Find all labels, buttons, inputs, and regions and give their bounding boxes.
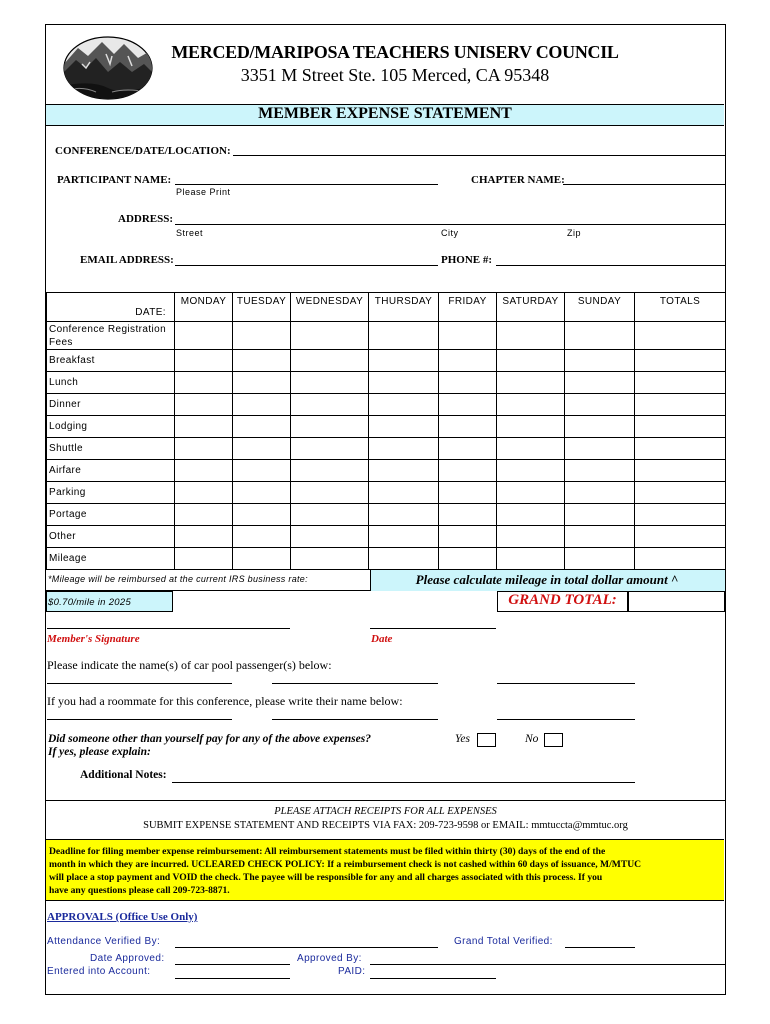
cell[interactable] <box>369 416 439 438</box>
carpool-input-2[interactable] <box>272 683 438 684</box>
col-friday: FRIDAY <box>439 293 497 322</box>
row-label-breakfast: Breakfast <box>47 350 175 372</box>
cell[interactable] <box>291 394 369 416</box>
cell[interactable] <box>635 504 726 526</box>
grand-total-input[interactable] <box>628 591 725 612</box>
cell[interactable] <box>233 322 291 350</box>
cell[interactable] <box>497 504 565 526</box>
row-label-lunch: Lunch <box>47 372 175 394</box>
expense-table <box>46 292 726 570</box>
no-label: No <box>525 733 539 745</box>
cell[interactable] <box>175 416 233 438</box>
row-label-dinner: Dinner <box>47 394 175 416</box>
row-label-other: Other <box>47 526 175 548</box>
deadline-line-2: month in which they are incurred. UCLEARED CHECK POLICY: If a reimbursement check is not cashed within 60 days of issuance, M/MTUC <box>49 859 642 870</box>
attach-receipts: PLEASE ATTACH RECEIPTS FOR ALL EXPENSES <box>274 806 497 817</box>
cell[interactable] <box>565 416 635 438</box>
entered-label: Entered into Account: <box>47 966 151 977</box>
paid-label: PAID: <box>338 966 366 977</box>
cell[interactable] <box>369 460 439 482</box>
cell[interactable] <box>291 372 369 394</box>
cell[interactable] <box>369 350 439 372</box>
mileage-calc-text: Please calculate mileage in total dollar amount ^ <box>415 572 679 587</box>
cell[interactable] <box>233 548 291 570</box>
date-approved-label: Date Approved: <box>90 953 165 964</box>
cell[interactable] <box>565 504 635 526</box>
table-row <box>47 372 726 394</box>
cell[interactable] <box>369 526 439 548</box>
col-wednesday: WEDNESDAY <box>291 293 369 322</box>
roommate-label: If you had a roommate for this conference, please write their name below: <box>47 694 403 708</box>
grand-total-verified-input[interactable] <box>565 947 635 948</box>
chapter-input[interactable] <box>563 184 725 185</box>
cell[interactable] <box>291 548 369 570</box>
cell[interactable] <box>175 350 233 372</box>
cell[interactable] <box>497 548 565 570</box>
cell[interactable] <box>439 460 497 482</box>
phone-label: PHONE #: <box>441 254 493 266</box>
col-totals: TOTALS <box>635 293 726 322</box>
cell[interactable] <box>291 438 369 460</box>
cell[interactable] <box>635 482 726 504</box>
table-row <box>47 526 726 548</box>
cell[interactable] <box>565 322 635 350</box>
deadline-notice <box>46 839 724 901</box>
cell[interactable] <box>497 322 565 350</box>
cell[interactable] <box>565 526 635 548</box>
cell[interactable] <box>439 548 497 570</box>
col-monday: MONDAY <box>175 293 233 322</box>
city-hint: City <box>441 228 459 238</box>
cell[interactable] <box>565 482 635 504</box>
cell[interactable] <box>439 372 497 394</box>
approved-by-input[interactable] <box>370 964 725 965</box>
conference-label: CONFERENCE/DATE/LOCATION: <box>55 145 231 157</box>
deadline-line-4: have any questions please call 209-723-8871. <box>49 885 230 896</box>
cell[interactable] <box>175 438 233 460</box>
cell[interactable] <box>175 504 233 526</box>
cell[interactable] <box>369 394 439 416</box>
address-input[interactable] <box>175 224 725 225</box>
table-row <box>47 350 726 372</box>
cell[interactable] <box>565 438 635 460</box>
cell[interactable] <box>291 482 369 504</box>
cell[interactable] <box>291 526 369 548</box>
cell[interactable] <box>497 438 565 460</box>
chapter-label: CHAPTER NAME: <box>471 174 565 186</box>
cell[interactable] <box>565 460 635 482</box>
row-label-mileage: Mileage <box>47 548 175 570</box>
yes-checkbox[interactable] <box>477 733 496 747</box>
row-label-parking: Parking <box>47 482 175 504</box>
mountain-landscape-logo-icon <box>62 34 154 102</box>
cell[interactable] <box>565 394 635 416</box>
grand-total-verified-label: Grand Total Verified: <box>454 936 553 947</box>
cell[interactable] <box>291 322 369 350</box>
row-label-shuttle: Shuttle <box>47 438 175 460</box>
cell[interactable] <box>175 372 233 394</box>
cell[interactable] <box>369 322 439 350</box>
cell[interactable] <box>635 460 726 482</box>
cell[interactable] <box>291 504 369 526</box>
cell[interactable] <box>565 350 635 372</box>
approvals-title: APPROVALS (Office Use Only) <box>47 911 198 923</box>
cell[interactable] <box>175 394 233 416</box>
col-thursday: THURSDAY <box>369 293 439 322</box>
cell[interactable] <box>369 372 439 394</box>
zip-hint: Zip <box>567 228 582 238</box>
cell[interactable] <box>497 482 565 504</box>
col-sunday: SUNDAY <box>565 293 635 322</box>
cell[interactable] <box>439 504 497 526</box>
cell[interactable] <box>175 526 233 548</box>
cell[interactable] <box>635 322 726 350</box>
cell[interactable] <box>497 394 565 416</box>
cell[interactable] <box>233 394 291 416</box>
signature-input[interactable] <box>47 628 290 629</box>
cell[interactable] <box>233 526 291 548</box>
cell[interactable] <box>175 322 233 350</box>
carpool-label: Please indicate the name(s) of car pool passenger(s) below: <box>47 658 332 672</box>
carpool-input-1[interactable] <box>47 683 232 684</box>
date-label: DATE: <box>47 293 175 322</box>
rate-text: $0.70/mile in 2025 <box>48 597 132 608</box>
participant-input[interactable] <box>175 184 438 185</box>
entered-input[interactable] <box>175 978 290 979</box>
approved-by-label: Approved By: <box>297 953 362 964</box>
no-checkbox[interactable] <box>544 733 563 747</box>
cell[interactable] <box>439 526 497 548</box>
cell[interactable] <box>233 482 291 504</box>
notes-label: Additional Notes: <box>80 769 167 781</box>
table-row <box>47 438 726 460</box>
col-saturday: SATURDAY <box>497 293 565 322</box>
cell[interactable] <box>233 350 291 372</box>
table-row <box>47 416 726 438</box>
cell[interactable] <box>175 548 233 570</box>
cell[interactable] <box>439 416 497 438</box>
yes-label: Yes <box>455 733 470 745</box>
phone-input[interactable] <box>496 265 725 266</box>
cell[interactable] <box>369 504 439 526</box>
other-pay-question: Did someone other than yourself pay for any of the above expenses? <box>48 733 371 745</box>
submit-instructions: SUBMIT EXPENSE STATEMENT AND RECEIPTS VIA FAX: 209-723-9598 or EMAIL: mmtuccta@mmtuc.org <box>143 820 628 831</box>
cell[interactable] <box>233 416 291 438</box>
cell[interactable] <box>565 372 635 394</box>
cell[interactable] <box>635 526 726 548</box>
participant-label: PARTICIPANT NAME: <box>57 174 172 186</box>
cell[interactable] <box>439 394 497 416</box>
row-label-portage: Portage <box>47 504 175 526</box>
grand-total-label: GRAND TOTAL: <box>508 592 617 608</box>
row-label-lodging: Lodging <box>47 416 175 438</box>
cell[interactable] <box>439 322 497 350</box>
cell[interactable] <box>439 350 497 372</box>
cell[interactable] <box>635 548 726 570</box>
street-hint: Street <box>176 228 204 238</box>
org-name: MERCED/MARIPOSA TEACHERS UNISERV COUNCIL <box>171 42 619 62</box>
form-title: MEMBER EXPENSE STATEMENT <box>258 105 512 122</box>
cell[interactable] <box>291 460 369 482</box>
cell[interactable] <box>497 526 565 548</box>
other-pay-explain: If yes, please explain: <box>48 746 151 758</box>
cell[interactable] <box>497 416 565 438</box>
roommate-input-1[interactable] <box>47 719 232 720</box>
cell[interactable] <box>175 460 233 482</box>
email-label: EMAIL ADDRESS: <box>80 254 174 266</box>
notes-input[interactable] <box>172 782 635 783</box>
cell[interactable] <box>635 438 726 460</box>
cell[interactable] <box>635 372 726 394</box>
cell[interactable] <box>175 482 233 504</box>
submit-divider <box>46 800 725 801</box>
carpool-input-3[interactable] <box>497 683 635 684</box>
cell[interactable] <box>439 438 497 460</box>
org-address: 3351 M Street Ste. 105 Merced, CA 95348 <box>240 65 550 85</box>
cell[interactable] <box>291 350 369 372</box>
attendance-label: Attendance Verified By: <box>47 936 161 947</box>
cell[interactable] <box>369 438 439 460</box>
cell[interactable] <box>233 438 291 460</box>
cell[interactable] <box>497 460 565 482</box>
table-row <box>47 460 726 482</box>
roommate-input-3[interactable] <box>497 719 635 720</box>
attendance-input[interactable] <box>175 947 438 948</box>
paid-input[interactable] <box>370 978 496 979</box>
mileage-note: *Mileage will be reimbursed at the current IRS business rate: <box>48 574 308 584</box>
address-label: ADDRESS: <box>118 213 174 225</box>
cell[interactable] <box>439 482 497 504</box>
conference-input[interactable] <box>233 155 725 156</box>
row-label-airfare: Airfare <box>47 460 175 482</box>
table-row <box>47 394 726 416</box>
cell[interactable] <box>233 372 291 394</box>
cell[interactable] <box>635 394 726 416</box>
col-tuesday: TUESDAY <box>233 293 291 322</box>
date-label: Date <box>371 633 393 645</box>
cell[interactable] <box>635 416 726 438</box>
table-row <box>47 548 726 570</box>
row-label-registration: Conference Registration Fees <box>47 322 175 350</box>
cell[interactable] <box>369 548 439 570</box>
signature-label: Member's Signature <box>47 633 140 645</box>
cell[interactable] <box>565 548 635 570</box>
cell[interactable] <box>635 350 726 372</box>
cell[interactable] <box>291 416 369 438</box>
deadline-line-1: Deadline for filing member expense reimbursement: All reimbursement statements must be filed within thirty (30) days of the end of the <box>49 846 606 857</box>
participant-hint: Please Print <box>176 187 231 197</box>
cell[interactable] <box>233 460 291 482</box>
cell[interactable] <box>369 482 439 504</box>
date-approved-input[interactable] <box>175 964 290 965</box>
cell[interactable] <box>233 504 291 526</box>
table-header-row <box>47 293 726 322</box>
cell[interactable] <box>497 350 565 372</box>
table-row <box>47 482 726 504</box>
table-row <box>47 504 726 526</box>
cell[interactable] <box>497 372 565 394</box>
deadline-line-3: will place a stop payment and VOID the check. The payee will be responsible for any and all charges associated with this process. If you <box>49 872 603 883</box>
date-input[interactable] <box>370 628 496 629</box>
email-input[interactable] <box>175 265 438 266</box>
roommate-input-2[interactable] <box>272 719 438 720</box>
table-row <box>47 322 726 350</box>
